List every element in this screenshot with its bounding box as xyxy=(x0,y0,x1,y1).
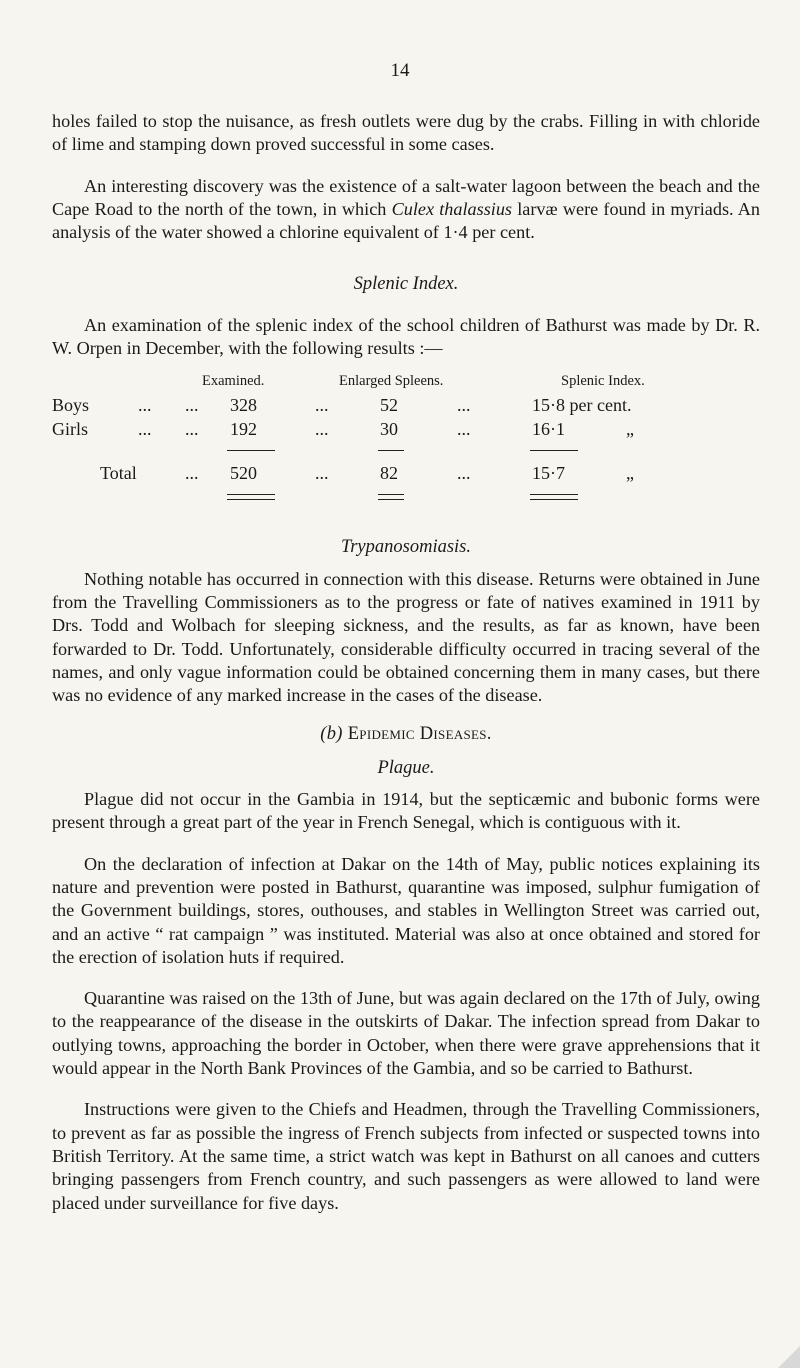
row-label: Boys xyxy=(52,395,90,416)
index-value: 16·1 xyxy=(532,419,565,440)
section-title: Epidemic Diseases. xyxy=(347,724,492,745)
leader-dots: ... xyxy=(315,463,329,484)
spleens-value: 52 xyxy=(380,395,398,416)
examined-value: 328 xyxy=(230,395,257,416)
subtotal-rule xyxy=(378,450,404,451)
subtotal-rule xyxy=(530,450,578,451)
section-letter: (b) xyxy=(320,724,343,745)
ditto-mark: „ xyxy=(626,419,634,440)
lagoon-text-pre: An interesting discovery was the existence of a salt-water lagoon between the beach and the Cape Road to the north of the town, in which xyxy=(52,175,760,219)
leader-dots: ... xyxy=(185,419,199,440)
leader-dots: ... xyxy=(315,419,329,440)
header-examined: Examined. xyxy=(202,373,265,390)
table-row-girls xyxy=(52,418,760,442)
index-value: 15·7 xyxy=(532,463,565,484)
subtotal-rule xyxy=(227,450,275,451)
leader-dots: ... xyxy=(457,419,471,440)
total-double-rule xyxy=(378,494,404,500)
leader-dots: ... xyxy=(185,395,199,416)
leader-dots: ... xyxy=(457,463,471,484)
heading-plague: Plague. xyxy=(377,757,435,778)
leader-dots: ... xyxy=(185,463,199,484)
spleens-value: 30 xyxy=(380,419,398,440)
lagoon-text-post: larvæ were found in myriads. An analysis of the water showed a chlorine equivalent of 1·4 per cent. xyxy=(52,198,761,243)
heading-trypanosomiasis: Trypanosomiasis. xyxy=(340,537,472,558)
spleens-value: 82 xyxy=(380,463,398,484)
paragraph-dakar-declaration: On the declaration of infection at Dakar on the 14th of May, public notices explaining its nature and prevention were posted in Bathurst, quarantine was imposed, sulphur fumigation of the Government buildings, stores, outhouses, and stables in Wellington Street was carried out, and an active “ rat campaign ” was instituted. Material was also at once obtained and stored for the erection of isolation huts if required. xyxy=(52,853,760,967)
paragraph-instructions: Instructions were given to the Chiefs and Headmen, through the Travelling Commissioners, to prevent as far as possible the ingress of French subjects from infected or suspected towns into British Territory. At the same time, a strict watch was kept in Bathurst on all canoes and cutters bringing passengers from French country, and such passengers as were allowed to land were placed under surveillance for five days. xyxy=(52,1099,760,1213)
total-double-rule xyxy=(530,494,578,500)
heading-epidemic-diseases xyxy=(52,723,760,746)
row-label: Girls xyxy=(52,419,88,440)
paragraph-lagoon xyxy=(52,175,760,245)
leader-dots: ... xyxy=(138,395,152,416)
splenic-index-table xyxy=(52,370,760,516)
leader-dots: ... xyxy=(457,395,471,416)
paragraph-splenic-exam: An examination of the splenic index of the school children of Bathurst was made by Dr. R. W. Orpen in December, with the following results :— xyxy=(52,314,760,359)
row-label: Total xyxy=(100,463,137,484)
header-splenic-index: Splenic Index. xyxy=(561,373,645,390)
table-row-boys xyxy=(52,394,760,418)
leader-dots: ... xyxy=(315,395,329,416)
page-number: 14 xyxy=(390,60,410,81)
table-row-total xyxy=(52,462,760,486)
paragraph-quarantine: Quarantine was raised on the 13th of June, but was again declared on the 17th of July, owing to the reappearance of the disease in the outskirts of Dakar. The infection spread from Dakar to outlying towns, approaching the border in October, when there were grave apprehensions that it would appear in the North Bank Provinces of the Gambia, and so be carried to Bathurst. xyxy=(52,988,760,1079)
total-double-rule xyxy=(227,494,275,500)
table-header-row xyxy=(52,370,760,394)
page-corner-fold xyxy=(778,1346,800,1368)
examined-value: 192 xyxy=(230,419,257,440)
paragraph-trypanosomiasis: Nothing notable has occurred in connection with this disease. Returns were obtained in June from the Travelling Commissioners as to the progress or fate of natives examined in 1911 by Drs. Todd and Wolbach for sleeping sickness, and the results, as far as known, have been forwarded to Dr. Todd. Unfortunately, considerable difficulty occurred in tracing several of the names, and only vague information could be obtained concerning them in many cases, but there was no evidence of any marked increase in the cases of the disease. xyxy=(52,568,760,706)
ditto-mark: „ xyxy=(626,463,634,484)
index-value: 15·8 per cent. xyxy=(532,395,632,416)
species-name: Culex thalassius xyxy=(391,198,513,219)
page-content xyxy=(52,110,760,1215)
paragraph-crab-holes: holes failed to stop the nuisance, as fresh outlets were dug by the crabs. Filling in with chloride of lime and stamping down proved successful in some cases. xyxy=(52,111,760,155)
examined-value: 520 xyxy=(230,463,257,484)
leader-dots: ... xyxy=(138,419,152,440)
header-enlarged-spleens: Enlarged Spleens. xyxy=(339,373,444,390)
heading-splenic-index: Splenic Index. xyxy=(353,274,459,295)
paragraph-plague-senegal: Plague did not occur in the Gambia in 1914, but the septicæmic and bubonic forms were present through a great part of the year in French Senegal, which is contiguous with it. xyxy=(52,789,760,833)
